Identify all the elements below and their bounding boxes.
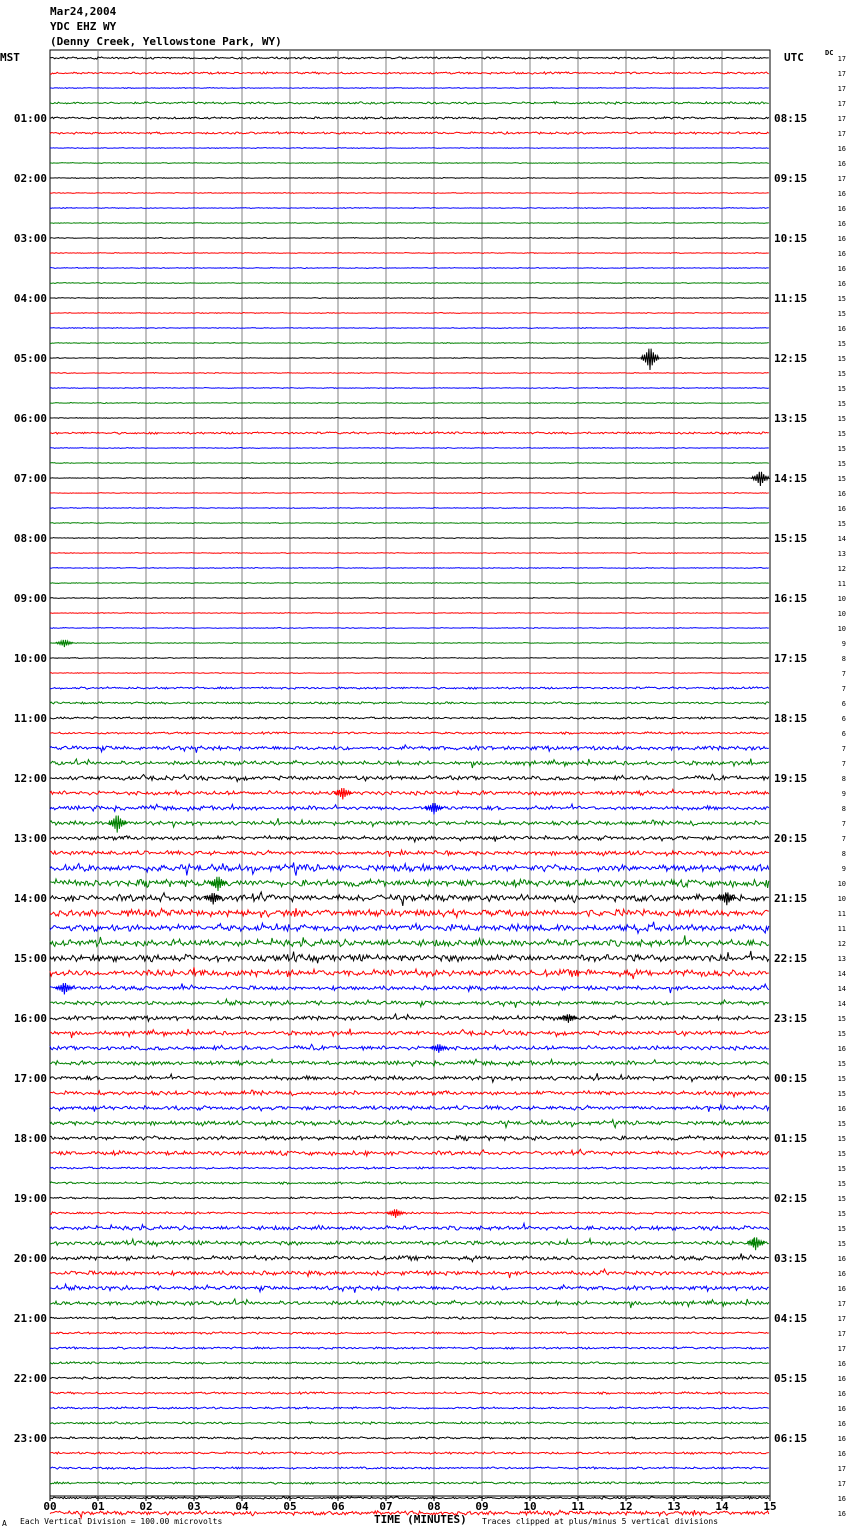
dc-offset-label: 8 [841,805,846,813]
seismic-trace [50,448,769,449]
seismic-trace [50,850,769,857]
seismic-trace [50,999,769,1008]
dc-offset-label: 13 [837,955,846,963]
seismic-trace [50,313,769,314]
x-tick-label: 09 [475,1500,489,1513]
utc-hour-label: 03:15 [774,1252,808,1265]
seismic-trace [50,643,769,644]
dc-offset-label: 7 [841,835,846,843]
dc-offset-label: 16 [837,1255,846,1263]
x-tick-label: 05 [283,1500,297,1513]
seismic-trace [50,208,769,209]
seismic-trace [50,908,769,918]
seismic-trace [50,1317,769,1319]
seismic-trace [50,951,769,963]
dc-offset-label: 17 [837,115,846,123]
seismic-trace [50,478,769,479]
mst-hour-label: 10:00 [13,652,47,665]
seismic-trace [50,493,769,494]
seismic-event [334,788,352,799]
seismic-trace [50,1212,769,1214]
dc-offset-label: 9 [841,790,846,798]
dc-offset-label: 17 [837,85,846,93]
dc-offset-label: 17 [837,175,846,183]
seismic-trace [50,102,769,104]
dc-offset-label: 7 [841,745,846,753]
dc-offset-label: 16 [837,1450,846,1458]
utc-hour-label: 13:15 [774,412,808,425]
dc-offset-label: 16 [837,265,846,273]
seismic-trace [50,804,769,811]
seismic-trace [50,717,769,719]
corner-mark: A [2,1519,7,1528]
seismic-trace [50,1407,769,1409]
x-tick-label: 11 [571,1500,585,1513]
mst-hour-label: 09:00 [13,592,47,605]
x-tick-label: 15 [763,1500,777,1513]
dc-offset-label: 15 [837,1075,846,1083]
seismic-trace [50,983,769,993]
seismic-trace [50,1347,769,1349]
seismic-trace [50,117,769,119]
dc-offset-label: 16 [837,1270,846,1278]
mst-hour-label: 04:00 [13,292,47,305]
dc-offset-label: 10 [837,625,846,633]
dc-offset-label: 7 [841,760,846,768]
x-tick-label: 12 [619,1500,633,1513]
dc-offset-label: 15 [837,1120,846,1128]
utc-hour-label: 15:15 [774,532,808,545]
dc-offset-label: 16 [837,145,846,153]
dc-offset-label: 15 [837,415,846,423]
seismic-trace [50,862,769,875]
clip-note: Traces clipped at plus/minus 5 vertical divisions [482,1517,719,1526]
mst-hour-label: 05:00 [13,352,47,365]
seismic-trace [50,1120,769,1128]
dc-offset-label: 17 [837,1330,846,1338]
dc-offset-label: 15 [837,400,846,408]
dc-offset-label: 11 [837,910,846,918]
dc-offset-label: 15 [837,1060,846,1068]
seismic-trace [50,1239,769,1246]
dc-offset-label: 13 [837,550,846,558]
mst-hour-label: 21:00 [13,1312,47,1325]
x-tick-label: 07 [379,1500,393,1513]
utc-hour-label: 11:15 [774,292,808,305]
dc-offset-label: 16 [837,1435,846,1443]
utc-hour-label: 19:15 [774,772,808,785]
dc-offset-label: 15 [837,445,846,453]
dc-offset-label: 16 [837,505,846,513]
seismic-trace [50,1149,769,1157]
dc-offset-label: 9 [841,640,846,648]
dc-offset-label: 11 [837,925,846,933]
seismic-trace [50,702,769,704]
seismic-trace [50,1059,769,1066]
utc-hour-label: 18:15 [774,712,808,725]
dc-offset-label: 17 [837,70,846,78]
utc-hour-label: 06:15 [774,1432,808,1445]
mst-hour-label: 15:00 [13,952,47,965]
utc-hour-label: 00:15 [774,1072,808,1085]
dc-offset-label: 15 [837,1180,846,1188]
dc-offset-label: 12 [837,565,846,573]
mst-hour-label: 12:00 [13,772,47,785]
dc-offset-label: 16 [837,1495,846,1503]
dc-offset-label: 16 [837,205,846,213]
seismic-trace [50,1136,769,1141]
seismic-trace [50,789,769,795]
seismic-trace [50,1073,769,1082]
utc-hour-label: 04:15 [774,1312,808,1325]
dc-offset-label: 16 [837,1045,846,1053]
x-tick-label: 02 [139,1500,153,1513]
dc-offset-label: 15 [837,355,846,363]
dc-label: DC [825,49,834,57]
dc-offset-label: 16 [837,190,846,198]
seismic-trace [50,1182,769,1184]
dc-offset-label: 10 [837,610,846,618]
seismic-trace [50,774,769,781]
mst-hour-label: 19:00 [13,1192,47,1205]
utc-hour-label: 22:15 [774,952,808,965]
dc-offset-label: 6 [841,730,846,738]
seismic-trace [50,72,769,74]
dc-offset-label: 16 [837,1285,846,1293]
mst-hour-label: 23:00 [13,1432,47,1445]
dc-offset-label: 16 [837,220,846,228]
utc-hour-label: 01:15 [774,1132,808,1145]
seismic-trace [50,1422,769,1424]
seismic-trace [50,508,769,509]
x-tick-label: 10 [523,1500,537,1513]
x-axis-title: TIME (MINUTES) [374,1513,467,1526]
dc-offset-label: 17 [837,1315,846,1323]
seismic-trace [50,373,769,374]
dc-offset-label: 15 [837,1030,846,1038]
mst-hour-label: 14:00 [13,892,47,905]
utc-hour-label: 05:15 [774,1372,808,1385]
seismic-trace [50,732,769,734]
seismic-trace [50,178,769,179]
utc-hour-label: 17:15 [774,652,808,665]
mst-hour-label: 18:00 [13,1132,47,1145]
dc-offset-label: 15 [837,1195,846,1203]
seismic-trace [50,88,769,89]
mst-hour-label: 16:00 [13,1012,47,1025]
dc-offset-label: 15 [837,460,846,468]
seismic-trace [50,163,769,164]
seismic-trace [50,759,769,768]
seismic-event [108,816,126,833]
dc-offset-label: 17 [837,130,846,138]
seismic-trace [50,268,769,269]
x-tick-label: 01 [91,1500,105,1513]
seismic-trace [50,1167,769,1169]
dc-offset-label: 16 [837,1360,846,1368]
seismic-trace [50,613,769,614]
dc-offset-label: 17 [837,1345,846,1353]
seismic-trace [50,1467,769,1469]
seismic-trace [50,238,769,239]
seismic-trace [50,1497,769,1499]
seismic-trace [50,1105,769,1112]
dc-offset-label: 17 [837,1465,846,1473]
dc-offset-label: 16 [837,490,846,498]
seismic-trace [50,1044,769,1050]
dc-offset-label: 10 [837,880,846,888]
seismic-trace [50,1452,769,1454]
seismic-trace [50,523,769,524]
utc-hour-label: 21:15 [774,892,808,905]
seismic-trace [50,283,769,284]
seismic-trace [50,1392,769,1394]
mst-hour-label: 13:00 [13,832,47,845]
utc-hour-label: 14:15 [774,472,808,485]
dc-offset-label: 15 [837,1150,846,1158]
seismic-trace [50,1299,769,1308]
utc-hour-label: 20:15 [774,832,808,845]
seismic-event [387,1209,405,1218]
seismic-trace [50,223,769,224]
dc-offset-label: 15 [837,1090,846,1098]
seismic-trace [50,388,769,389]
dc-offset-label: 15 [837,520,846,528]
seismic-trace [50,1284,769,1293]
dc-offset-label: 14 [837,1000,846,1008]
mst-hour-label: 06:00 [13,412,47,425]
utc-hour-label: 09:15 [774,172,808,185]
mst-hour-label: 11:00 [13,712,47,725]
mst-hour-label: 03:00 [13,232,47,245]
dc-offset-label: 17 [837,100,846,108]
dc-offset-label: 11 [837,580,846,588]
seismic-trace [50,922,769,934]
seismic-trace [50,628,769,629]
dc-offset-label: 15 [837,1210,846,1218]
dc-offset-label: 7 [841,685,846,693]
plot-frame [50,50,770,1496]
dc-offset-label: 16 [837,250,846,258]
seismic-trace [50,1362,769,1364]
dc-offset-label: 16 [837,160,846,168]
header-station: YDC EHZ WY [50,20,117,33]
utc-hour-label: 10:15 [774,232,808,245]
seismic-trace [50,1029,769,1038]
seismic-trace [50,418,769,419]
utc-label: UTC [784,51,804,64]
mst-hour-label: 07:00 [13,472,47,485]
seismic-trace [50,132,769,134]
dc-offset-label: 16 [837,1510,846,1518]
seismic-trace [50,673,769,674]
dc-offset-label: 7 [841,820,846,828]
dc-offset-label: 9 [841,865,846,873]
mst-label: MST [0,51,20,64]
utc-hour-label: 23:15 [774,1012,808,1025]
dc-offset-label: 8 [841,775,846,783]
dc-offset-label: 17 [837,1300,846,1308]
dc-offset-label: 15 [837,475,846,483]
seismic-trace [50,818,769,827]
dc-offset-label: 6 [841,700,846,708]
dc-offset-label: 15 [837,385,846,393]
dc-offset-label: 15 [837,370,846,378]
seismic-trace [50,745,769,753]
dc-offset-label: 10 [837,895,846,903]
dc-offset-label: 8 [841,655,846,663]
dc-offset-label: 7 [841,670,846,678]
seismic-trace [50,538,769,539]
x-tick-label: 06 [331,1500,345,1513]
utc-hour-label: 16:15 [774,592,808,605]
seismic-trace [50,343,769,344]
utc-hour-label: 12:15 [774,352,808,365]
dc-offset-label: 16 [837,1375,846,1383]
utc-hour-label: 02:15 [774,1192,808,1205]
seismic-trace [50,358,769,359]
seismic-trace [50,253,769,254]
seismic-trace [50,836,769,842]
utc-hour-label: 08:15 [774,112,808,125]
header-location: (Denny Creek, Yellowstone Park, WY) [50,35,282,48]
x-tick-label: 00 [43,1500,57,1513]
dc-offset-label: 16 [837,325,846,333]
dc-offset-label: 16 [837,235,846,243]
dc-offset-label: 8 [841,850,846,858]
seismic-trace [50,1332,769,1334]
x-tick-label: 08 [427,1500,441,1513]
dc-offset-label: 15 [837,1135,846,1143]
seismic-event [641,349,659,370]
header-date: Mar24,2004 [50,5,117,18]
mst-hour-label: 20:00 [13,1252,47,1265]
seismic-trace [50,148,769,149]
dc-offset-label: 16 [837,1405,846,1413]
seismic-trace [50,1377,769,1379]
dc-offset-label: 16 [837,1105,846,1113]
seismic-trace [50,1437,769,1439]
seismic-trace [50,879,769,888]
seismic-trace [50,568,769,569]
dc-offset-label: 15 [837,1015,846,1023]
dc-offset-label: 16 [837,1390,846,1398]
dc-offset-label: 12 [837,940,846,948]
seismic-trace [50,1223,769,1230]
x-tick-label: 13 [667,1500,681,1513]
dc-offset-label: 10 [837,595,846,603]
seismic-trace [50,687,769,689]
seismic-trace [50,193,769,194]
seismic-trace [50,403,769,404]
x-tick-label: 14 [715,1500,729,1513]
mst-hour-label: 17:00 [13,1072,47,1085]
dc-offset-label: 15 [837,295,846,303]
mst-hour-label: 02:00 [13,172,47,185]
seismic-trace [50,935,769,946]
seismic-trace [50,1090,769,1097]
seismic-event [209,877,227,891]
seismic-trace [50,328,769,329]
dc-offset-label: 17 [837,55,846,63]
seismic-event [752,472,770,486]
seismic-trace [50,892,769,906]
seismic-trace [50,658,769,659]
dc-offset-label: 15 [837,1225,846,1233]
seismic-event [747,1237,765,1250]
mst-hour-label: 01:00 [13,112,47,125]
dc-offset-label: 15 [837,1165,846,1173]
dc-offset-label: 16 [837,1420,846,1428]
seismic-trace [50,1482,769,1484]
seismic-event [56,983,74,994]
seismic-trace [50,583,769,584]
dc-offset-label: 15 [837,430,846,438]
dc-offset-label: 14 [837,970,846,978]
seismic-trace [50,432,769,434]
seismic-trace [50,598,769,599]
dc-offset-label: 15 [837,1240,846,1248]
dc-offset-label: 6 [841,715,846,723]
seismic-trace [50,1014,769,1021]
mst-hour-label: 08:00 [13,532,47,545]
dc-offset-label: 17 [837,1480,846,1488]
x-tick-label: 03 [187,1500,201,1513]
x-tick-label: 04 [235,1500,249,1513]
seismic-trace [50,1269,769,1278]
seismic-trace [50,1253,769,1261]
seismic-trace [50,967,769,979]
seismic-trace [50,298,769,299]
dc-offset-label: 15 [837,340,846,348]
dc-offset-label: 16 [837,280,846,288]
mst-hour-label: 22:00 [13,1372,47,1385]
seismic-trace [50,1197,769,1199]
dc-offset-label: 14 [837,985,846,993]
scale-note: Each Vertical Division = 100.00 microvolts [20,1517,223,1526]
seismic-trace [50,57,769,59]
dc-offset-label: 14 [837,535,846,543]
seismic-trace [50,463,769,464]
seismic-trace [50,553,769,554]
dc-offset-label: 15 [837,310,846,318]
